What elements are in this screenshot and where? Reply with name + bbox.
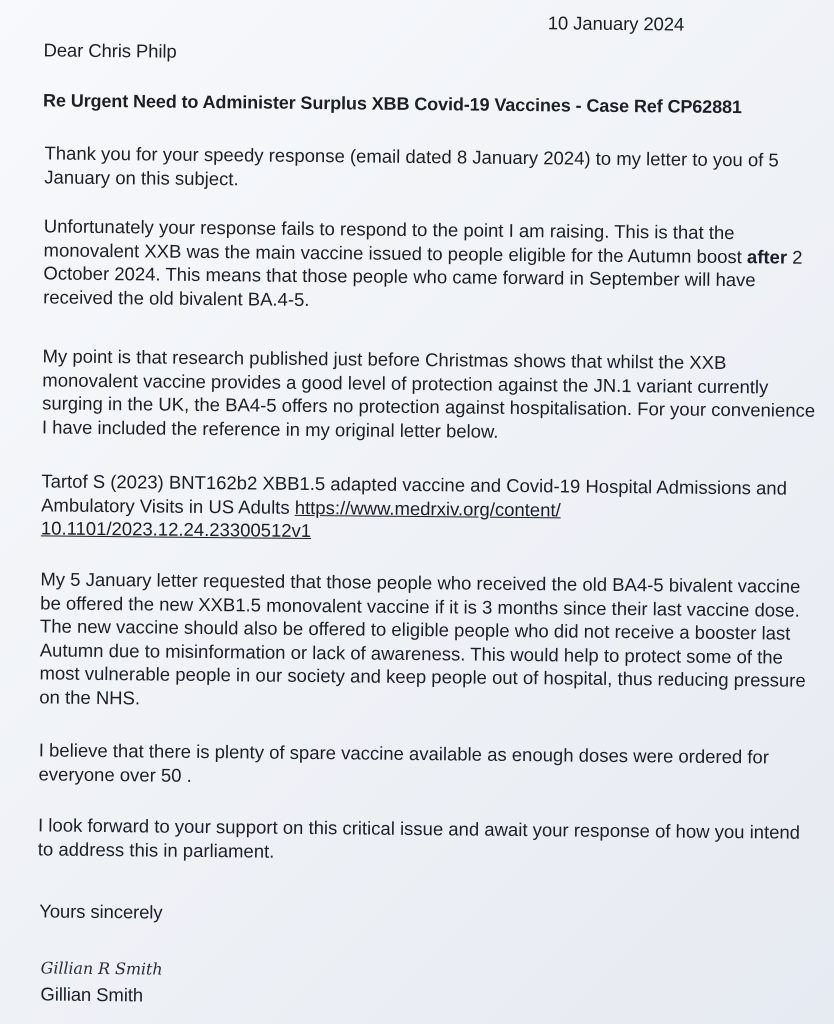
salutation: Dear Chris Philp [43, 39, 177, 62]
reference-link-continued[interactable]: 10.1101/2023.12.24.23300512v1 [40, 517, 312, 542]
text-run: Ambulatory Visits in US Adults [41, 493, 295, 518]
letter-date: 10 January 2024 [547, 12, 685, 35]
paragraph-line: everyone over 50 . [38, 762, 192, 786]
text-run: monovalent XXB was the main vaccine issued to people eligible for the Autumn boost [43, 238, 748, 267]
paragraph-line: Tartof S (2023) BNT162b2 XBB1.5 adapted vaccine and Covid-19 Hospital Admissions and [41, 470, 788, 499]
paragraph-line: Unfortunately your response fails to respond to the point I am raising. This is that the [43, 215, 735, 244]
paragraph-line: received the old bivalent BA.4-5. [43, 285, 310, 310]
paragraph-response-issue [43, 214, 803, 315]
paragraph-line: I believe that there is plenty of spare vaccine available as enough doses were ordered for [38, 739, 770, 768]
paragraph-line: on the NHS. [39, 685, 141, 708]
paragraph-line: The new vaccine should also be offered to eligible people who did not receive a booster last [39, 615, 791, 644]
paragraph-thanks [44, 141, 784, 195]
paragraph-line: most vulnerable people in our society and keep people out of hospital, thus reducing pressure [39, 662, 806, 691]
closing: Yours sincerely [39, 900, 163, 923]
paragraph-line: My point is that research published just before Christmas shows that whilst the XXB [42, 345, 727, 373]
paragraph-line: be offered the new XXB1.5 monovalent vaccine if it is 3 months since their last vaccine dose. [40, 591, 800, 621]
paragraph-research [41, 344, 816, 445]
paragraph-line: My 5 January letter requested that those people who received the old BA4-5 bivalent vaccine [40, 568, 801, 597]
paragraph-line: monovalent vaccine provides a good level of protection against the JN.1 variant currently [42, 368, 769, 397]
signed-name: Gillian Smith [40, 983, 144, 1006]
paragraph-reference [40, 469, 788, 547]
bold-emphasis: after [746, 245, 788, 268]
paragraph-closing-request [37, 813, 801, 867]
handwritten-signature: Gillian R Smith [40, 958, 163, 979]
paragraph-line: January on this subject. [44, 165, 239, 189]
paragraph-line: I have included the reference in my original letter below. [41, 415, 499, 442]
reference-link[interactable]: https://www.medrxiv.org/content/ [294, 496, 561, 520]
paragraph-line: October 2024. This means that those people who came forward in September will have [43, 262, 756, 291]
paragraph-line: Thank you for your speedy response (email dated 8 January 2024) to my letter to you of 5 [44, 142, 779, 171]
text-run: 2 [787, 246, 803, 268]
paragraph-line: to address this in parliament. [37, 837, 275, 862]
subject-line: Re Urgent Need to Administer Surplus XBB Covid-19 Vaccines - Case Ref CP62881 [42, 90, 742, 118]
paragraph-line: surging in the UK, the BA4-5 offers no protection against hospitalisation. For your convenience [42, 392, 816, 421]
paragraph-request [39, 567, 806, 715]
paragraph-supply [38, 738, 778, 792]
paragraph-line: I look forward to your support on this critical issue and await your response of how you intend [37, 814, 801, 843]
paragraph-line: Autumn due to misinformation or lack of awareness. This would help to protect some of the [39, 638, 783, 668]
